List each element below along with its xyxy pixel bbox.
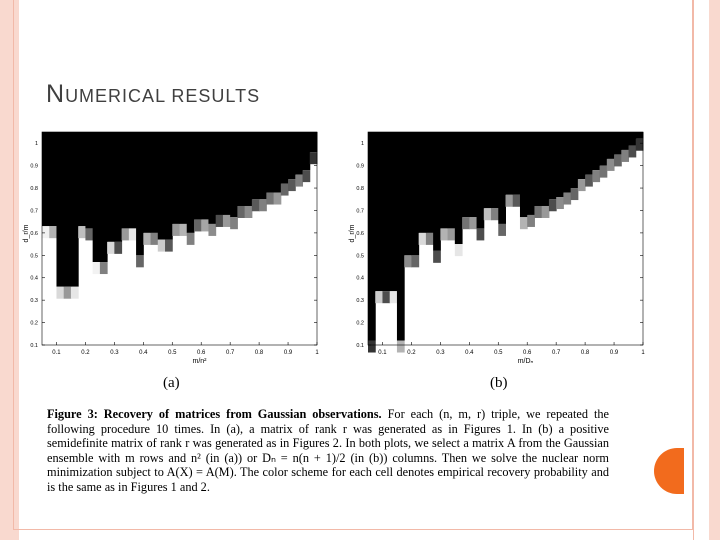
heat-cell-transition	[397, 341, 405, 353]
heat-cell-zero	[42, 132, 50, 226]
heat-cell-transition	[621, 150, 629, 162]
heat-cell-zero	[368, 132, 376, 341]
x-tick-label: 0.9	[283, 350, 293, 356]
heat-cell-zero	[208, 132, 216, 224]
heat-cell-transition	[585, 175, 593, 187]
heat-cell-transition	[462, 217, 470, 229]
heat-cell-zero	[636, 132, 644, 139]
heat-cell-zero	[520, 132, 528, 217]
heat-cell-zero	[448, 132, 456, 228]
panel-b-label: (b)	[490, 375, 508, 391]
x-tick-label: 0.3	[110, 350, 119, 356]
y-tick-label: 0.7	[356, 208, 364, 215]
heat-cell-transition	[172, 224, 180, 236]
heat-cell-transition	[484, 208, 492, 220]
caption-head: Recovery of matrices from Gaussian observations.	[103, 407, 382, 421]
heat-cell-transition	[534, 206, 542, 218]
heat-cell-zero	[194, 132, 202, 219]
heat-cell-zero	[484, 132, 492, 208]
x-tick-label: 0.5	[168, 350, 177, 356]
y-tick-label: 1	[360, 141, 364, 148]
heat-cell-zero	[527, 132, 535, 215]
heat-cell-zero	[172, 132, 180, 224]
heat-cell-zero	[151, 132, 159, 233]
heat-cell-transition	[165, 240, 173, 252]
x-tick-label: 0.9	[609, 350, 619, 356]
heat-cell-zero	[571, 132, 579, 188]
heat-cell-zero	[49, 132, 57, 226]
heat-cell-zero	[462, 132, 470, 217]
heat-cell-zero	[281, 132, 289, 184]
heat-cell-transition	[303, 170, 311, 182]
heat-cell-zero	[506, 132, 514, 195]
heat-cell-zero	[382, 132, 390, 291]
heat-cell-transition	[56, 287, 64, 299]
heat-cell-zero	[419, 132, 427, 233]
y-tick-label: 1	[34, 141, 38, 148]
heat-cell-zero	[491, 132, 499, 208]
heat-cell-zero	[614, 132, 622, 154]
heat-cell-transition	[93, 262, 101, 274]
heat-cell-transition	[143, 233, 151, 245]
heat-cell-transition	[607, 159, 615, 171]
caption-body: For each (n, m, r) triple, we repeated the following procedure 10 times. In (a), a matrix of rank r was generated as in Figures 1. In (b) a positive semidefinite matrix of rank r was generated as in Figures 2. In both plots, we select a matrix A from the Gaussian ensemble with m rows and n² (in (a)) or Dₙ = n(n + 1)/2 (in (b)) columns. Then we solve the nuclear norm minimization subject to A(X) = A(M). The color scheme for each cell denotes empirical recovery probability and is the same as in Figures 1 and 2.	[47, 407, 610, 494]
y-tick-label: 0.4	[30, 275, 38, 282]
heat-cell-zero	[129, 132, 137, 228]
heat-cell-zero	[223, 132, 231, 215]
heat-cell-transition	[237, 206, 245, 218]
y-tick-label: 0.3	[356, 298, 364, 305]
panel-a-label: (a)	[163, 375, 180, 391]
heat-cell-transition	[592, 170, 600, 182]
heat-cell-transition	[556, 197, 564, 209]
y-tick-label: 0.1	[30, 343, 38, 349]
heat-cell-transition	[629, 145, 637, 157]
heat-cell-transition	[448, 228, 456, 240]
heat-cell-zero	[534, 132, 542, 206]
heat-cell-transition	[136, 255, 144, 267]
x-tick-label: 0.1	[52, 350, 61, 356]
heat-cell-transition	[85, 228, 93, 240]
heat-cell-zero	[303, 132, 311, 170]
heat-cell-zero	[201, 132, 209, 219]
heat-cell-transition	[578, 179, 586, 191]
y-tick-label: 0.5	[356, 253, 364, 260]
heat-cell-zero	[259, 132, 267, 199]
heat-cell-transition	[636, 139, 644, 151]
heat-cell-zero	[469, 132, 477, 217]
heat-cell-zero	[433, 132, 441, 251]
heat-cell-transition	[411, 255, 419, 267]
heat-cell-transition	[549, 199, 557, 211]
heat-cell-transition	[281, 184, 289, 196]
heat-cell-zero	[390, 132, 398, 291]
heat-cell-transition	[49, 226, 57, 238]
heat-cell-transition	[390, 291, 398, 303]
x-tick-label: 0.2	[407, 350, 416, 356]
y-tick-label: 0.6	[30, 230, 38, 237]
y-axis-label: d_r/m	[23, 224, 30, 243]
heat-cell-zero	[498, 132, 506, 224]
heat-cell-zero	[56, 132, 64, 287]
heat-cell-transition	[542, 206, 550, 218]
heat-cell-transition	[180, 224, 188, 236]
heat-cell-transition	[201, 219, 209, 231]
heat-cell-transition	[208, 224, 216, 236]
heat-cell-transition	[158, 240, 166, 252]
heat-cell-transition	[368, 341, 376, 353]
x-tick-label: 0.8	[580, 350, 590, 356]
heat-cell-transition	[477, 228, 485, 240]
heat-cell-transition	[266, 193, 274, 205]
heat-cell-transition	[310, 152, 318, 164]
heat-cell-transition	[563, 193, 571, 205]
heat-cell-transition	[455, 244, 463, 256]
heat-cell-zero	[477, 132, 485, 228]
x-tick-label: 0.5	[494, 350, 503, 356]
x-tick-label: 1	[315, 350, 319, 356]
heat-cell-transition	[71, 287, 79, 299]
heat-cell-transition	[245, 206, 253, 218]
heat-cell-zero	[64, 132, 72, 287]
heat-cell-zero	[143, 132, 151, 233]
heat-cell-transition	[78, 226, 86, 238]
heat-cell-zero	[592, 132, 600, 170]
heat-cell-transition	[513, 195, 521, 207]
heat-cell-zero	[274, 132, 282, 193]
heat-cell-transition	[469, 217, 477, 229]
heat-cell-transition	[259, 199, 267, 211]
x-tick-label: 1	[641, 350, 645, 356]
x-tick-label: 0.2	[81, 350, 90, 356]
heat-cell-transition	[100, 262, 108, 274]
heat-cell-zero	[165, 132, 173, 240]
y-tick-label: 0.8	[30, 186, 38, 193]
heat-cell-transition	[426, 233, 434, 245]
heat-cell-zero	[513, 132, 521, 195]
x-axis-label: m/Dₙ	[517, 358, 534, 365]
heat-cell-zero	[556, 132, 564, 197]
heatmap-a-svg	[22, 122, 332, 367]
x-tick-label: 0.6	[197, 350, 206, 356]
x-tick-label: 0.4	[465, 350, 474, 356]
heat-cell-transition	[230, 217, 238, 229]
heat-cell-transition	[382, 291, 390, 303]
y-tick-label: 0.1	[356, 343, 364, 349]
heat-cell-zero	[180, 132, 188, 224]
heat-cell-zero	[542, 132, 550, 206]
caption-lead: Figure 3:	[47, 407, 98, 421]
heat-cell-zero	[266, 132, 274, 193]
heat-cell-zero	[100, 132, 108, 262]
heat-cell-zero	[85, 132, 93, 228]
heat-cell-transition	[506, 195, 514, 207]
heat-cell-transition	[274, 193, 282, 205]
heat-cell-zero	[107, 132, 115, 242]
heat-cell-zero	[426, 132, 434, 233]
heat-cell-transition	[600, 166, 608, 178]
heat-cell-zero	[295, 132, 303, 175]
y-axis-label: d_r/m	[349, 224, 356, 243]
y-tick-label: 0.9	[30, 163, 38, 170]
heat-cell-zero	[187, 132, 195, 233]
x-tick-label: 0.3	[436, 350, 445, 356]
heat-cell-zero	[578, 132, 586, 179]
heat-cell-transition	[440, 228, 448, 240]
figure-caption	[47, 407, 609, 495]
heat-cell-zero	[629, 132, 637, 145]
heat-cell-zero	[230, 132, 238, 217]
y-tick-label: 0.3	[30, 298, 38, 305]
heat-cell-transition	[42, 226, 50, 238]
y-tick-label: 0.6	[356, 230, 364, 237]
heat-cell-transition	[520, 217, 528, 229]
heat-cell-transition	[64, 287, 72, 299]
heat-cell-transition	[223, 215, 231, 227]
heat-cell-transition	[295, 175, 303, 187]
heatmap-panel-a	[22, 122, 332, 367]
title-first-letter: N	[46, 80, 66, 108]
heat-cell-zero	[93, 132, 101, 262]
x-tick-label: 0.7	[551, 350, 561, 356]
heat-cell-transition	[498, 224, 506, 236]
heat-cell-transition	[114, 242, 122, 254]
right-decor-line	[693, 0, 694, 540]
heat-cell-transition	[252, 199, 260, 211]
heat-cell-zero	[549, 132, 557, 199]
heat-cell-transition	[491, 208, 499, 220]
y-tick-label: 0.5	[30, 253, 38, 260]
heat-cell-zero	[288, 132, 296, 179]
heat-cell-zero	[114, 132, 122, 242]
heat-cell-transition	[194, 219, 202, 231]
heatmap-panel-b	[348, 122, 658, 367]
heat-cell-zero	[411, 132, 419, 255]
heat-cell-zero	[78, 132, 86, 226]
heat-cell-zero	[607, 132, 615, 159]
heat-cell-transition	[614, 154, 622, 166]
heat-cell-transition	[433, 251, 441, 263]
heat-cell-transition	[187, 233, 195, 245]
heat-cell-zero	[237, 132, 245, 206]
heat-cell-transition	[122, 228, 130, 240]
y-tick-label: 0.2	[30, 320, 38, 327]
heat-cell-zero	[310, 132, 318, 152]
heat-cell-transition	[151, 233, 159, 245]
y-tick-label: 0.9	[356, 163, 364, 170]
x-tick-label: 0.7	[225, 350, 235, 356]
heat-cell-zero	[600, 132, 608, 166]
heat-cell-zero	[252, 132, 260, 199]
heat-cell-transition	[419, 233, 427, 245]
heat-cell-transition	[404, 255, 412, 267]
heat-cell-zero	[375, 132, 383, 291]
x-tick-label: 0.1	[378, 350, 387, 356]
y-tick-label: 0.7	[30, 208, 38, 215]
heat-cell-zero	[245, 132, 253, 206]
y-tick-label: 0.4	[356, 275, 364, 282]
heat-cell-zero	[621, 132, 629, 150]
x-axis-label: m/n²	[192, 358, 207, 365]
right-decor-band	[709, 0, 720, 540]
x-tick-label: 0.8	[254, 350, 264, 356]
heatmap-b-svg	[348, 122, 658, 367]
x-tick-label: 0.4	[139, 350, 148, 356]
heat-cell-transition	[288, 179, 296, 191]
heat-cell-transition	[571, 188, 579, 200]
heat-cell-transition	[375, 291, 383, 303]
y-tick-label: 0.2	[356, 320, 364, 327]
heat-cell-transition	[129, 228, 137, 240]
heat-cell-zero	[122, 132, 130, 228]
heat-cell-zero	[440, 132, 448, 228]
heat-cell-zero	[397, 132, 405, 341]
title-rest: UMERICAL RESULTS	[65, 86, 261, 106]
heat-cell-transition	[107, 242, 115, 254]
heat-cell-zero	[216, 132, 224, 215]
heat-cell-zero	[404, 132, 412, 255]
heat-cell-transition	[216, 215, 224, 227]
heat-cell-zero	[71, 132, 79, 287]
heat-cell-transition	[527, 215, 535, 227]
heat-cell-zero	[158, 132, 166, 240]
slide-title	[46, 80, 260, 109]
x-tick-label: 0.6	[523, 350, 532, 356]
heat-cell-zero	[455, 132, 463, 244]
heat-cell-zero	[136, 132, 144, 255]
y-tick-label: 0.8	[356, 186, 364, 193]
heat-cell-zero	[563, 132, 571, 193]
heat-cell-zero	[585, 132, 593, 175]
